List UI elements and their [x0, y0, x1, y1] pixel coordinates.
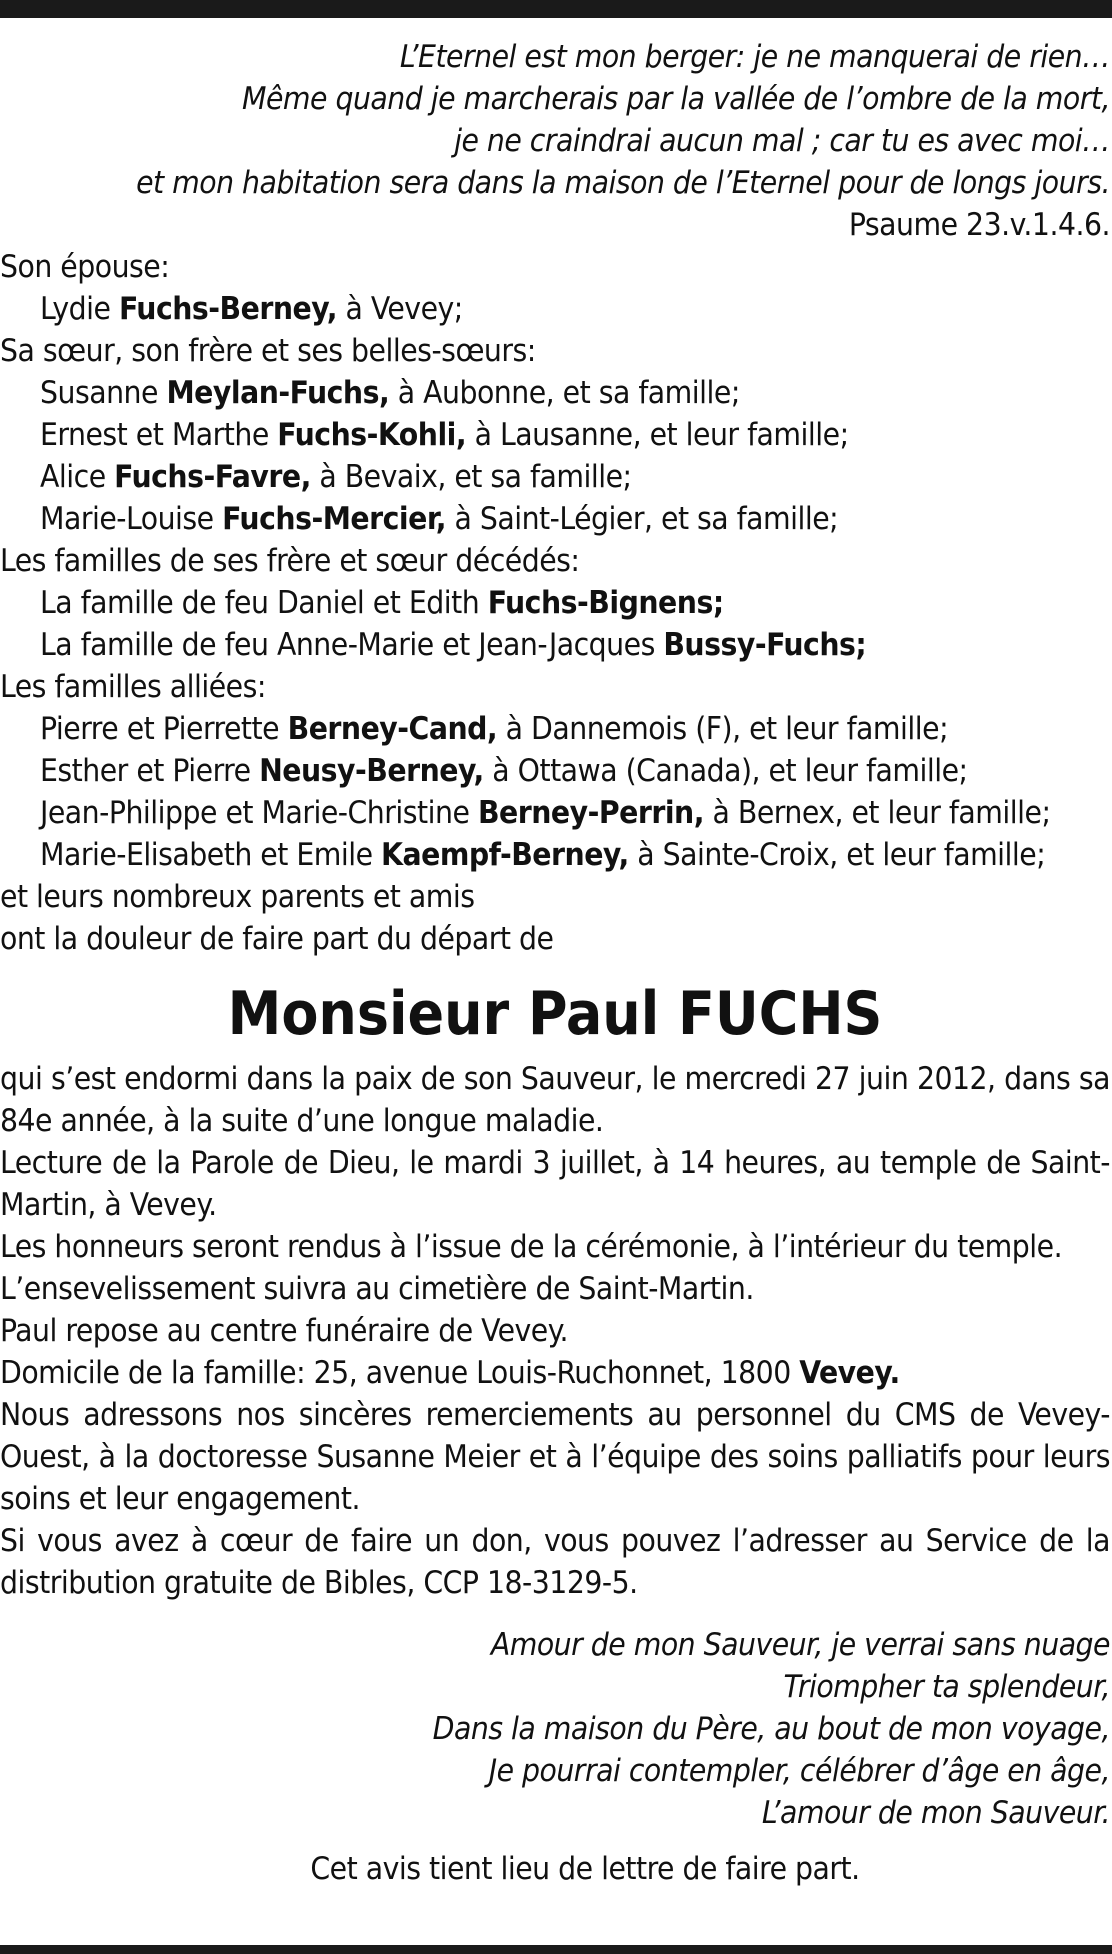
paragraph: Lecture de la Parole de Dieu, le mardi 3 juillet, à 14 heures, au temple de Saint-Martin, à Vevey.	[0, 1145, 1110, 1223]
deceased-name: Monsieur Paul FUCHS	[227, 979, 883, 1049]
announcement-line: ont la douleur de faire part du départ de	[0, 921, 554, 957]
sibling-entry: Alice Fuchs-Favre, à Bevaix, et sa famille;	[40, 459, 632, 495]
hymn-line: Je pourrai contempler, célébrer d’âge en âge,	[488, 1753, 1110, 1789]
verse-line: L’Eternel est mon berger: je ne manquerai de rien…	[399, 39, 1110, 75]
allied-family-entry: Jean-Philippe et Marie-Christine Berney-Perrin, à Bernex, et leur famille;	[40, 795, 1051, 831]
verse-line: et mon habitation sera dans la maison de l’Eternel pour de longs jours.	[136, 165, 1110, 201]
spouse-heading: Son épouse:	[0, 249, 170, 285]
family-name: Fuchs-Favre,	[114, 459, 311, 495]
verse-line: Même quand je marcherais par la vallée de l’ombre de la mort,	[242, 81, 1110, 117]
verse-reference: Psaume 23.v.1.4.6.	[848, 207, 1110, 243]
paragraph: Paul repose au centre funéraire de Vevey.	[0, 1313, 569, 1349]
relatives-line: et leurs nombreux parents et amis	[0, 879, 475, 915]
deceased-family-entry: La famille de feu Daniel et Edith Fuchs-Bignens;	[40, 585, 724, 621]
hymn-line: L’amour de mon Sauveur.	[761, 1795, 1110, 1831]
paragraph: qui s’est endormi dans la paix de son Sauveur, le mercredi 27 juin 2012, dans sa 84e année, à la suite d’une longue maladie.	[0, 1061, 1110, 1139]
paragraph: Les honneurs seront rendus à l’issue de la cérémonie, à l’intérieur du temple.	[0, 1229, 1063, 1265]
psalm-verse	[0, 36, 1110, 246]
paragraph: Nous adressons nos sincères remerciements au personnel du CMS de Vevey-Ouest, à la doctoresse Susanne Meier et à l’équipe des soins palliatifs pour leurs soins et leur engagement.	[0, 1397, 1110, 1517]
top-rule	[0, 0, 1112, 18]
family-name: Kaempf-Berney,	[381, 837, 629, 873]
allied-family-entry: Pierre et Pierrette Berney-Cand, à Dannemois (F), et leur famille;	[40, 711, 949, 747]
allied-families-heading: Les familles alliées:	[0, 669, 266, 705]
paragraph: Si vous avez à cœur de faire un don, vous pouvez l’adresser au Service de la distribution gratuite de Bibles, CCP 18-3129-5.	[0, 1523, 1110, 1601]
deceased-family-entry: La famille de feu Anne-Marie et Jean-Jacques Bussy-Fuchs;	[40, 627, 867, 663]
spouse-entry: Lydie Fuchs-Berney, à Vevey;	[40, 291, 463, 327]
siblings-heading: Sa sœur, son frère et ses belles-sœurs:	[0, 333, 536, 369]
notice-statement: Cet avis tient lieu de lettre de faire part.	[310, 1851, 860, 1887]
sibling-entry: Ernest et Marthe Fuchs-Kohli, à Lausanne, et leur famille;	[40, 417, 849, 453]
family-name: Neusy-Berney,	[259, 753, 484, 789]
family-name: Bussy-Fuchs;	[663, 627, 867, 663]
deceased-siblings-heading: Les familles de ses frère et sœur décédés:	[0, 543, 580, 579]
notice-body	[0, 1058, 1110, 1604]
allied-family-entry: Esther et Pierre Neusy-Berney, à Ottawa (Canada), et leur famille;	[40, 753, 968, 789]
family-name: Fuchs-Kohli,	[277, 417, 467, 453]
sibling-entry: Marie-Louise Fuchs-Mercier, à Saint-Légier, et sa famille;	[40, 501, 839, 537]
hymn-line: Dans la maison du Père, au bout de mon voyage,	[432, 1711, 1110, 1747]
verse-line: je ne craindrai aucun mal ; car tu es avec moi…	[454, 123, 1110, 159]
city-name: Vevey.	[799, 1355, 900, 1391]
family-name: Fuchs-Mercier,	[222, 501, 446, 537]
hymn-line: Amour de mon Sauveur, je verrai sans nuage	[490, 1627, 1110, 1663]
family-name: Fuchs-Bignens;	[487, 585, 724, 621]
hymn-verse	[0, 1624, 1110, 1834]
obituary-notice	[0, 36, 1110, 1890]
family-name: Berney-Perrin,	[477, 795, 705, 831]
family-name: Berney-Cand,	[287, 711, 498, 747]
family-name: Meylan-Fuchs,	[166, 375, 390, 411]
family-address: Domicile de la famille: 25, avenue Louis-Ruchonnet, 1800 Vevey.	[0, 1355, 900, 1391]
family-list	[0, 246, 1110, 960]
paragraph: L’ensevelissement suivra au cimetière de Saint-Martin.	[0, 1271, 754, 1307]
hymn-line: Triompher ta splendeur,	[783, 1669, 1110, 1705]
family-name: Fuchs-Berney,	[118, 291, 338, 327]
allied-family-entry: Marie-Elisabeth et Emile Kaempf-Berney, à Sainte-Croix, et leur famille;	[40, 837, 1046, 873]
bottom-rule	[0, 1945, 1112, 1954]
sibling-entry: Susanne Meylan-Fuchs, à Aubonne, et sa famille;	[40, 375, 740, 411]
